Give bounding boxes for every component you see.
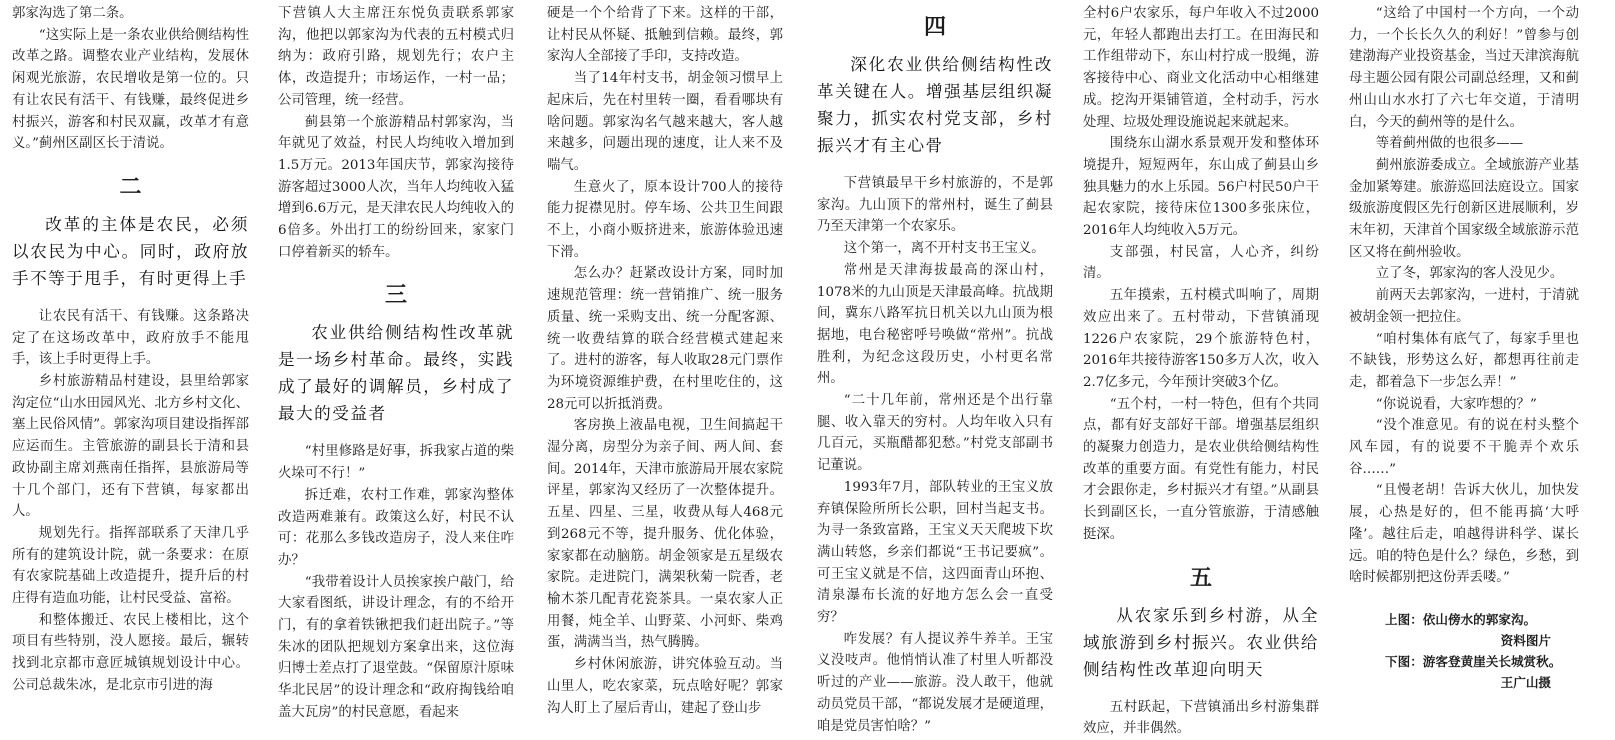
article-paragraph: 等着蓟州做的也很多—— <box>1375 136 1524 152</box>
caption-bottom-photo: 下图：游客登黄崖关长城赏秋。 <box>1385 653 1562 669</box>
article-paragraph: 硬是一个个给背了下来。这样的干部，让村民从怀疑、抵触到信赖。最终，郭家沟人全部接了手印，支持改造。 <box>547 6 783 65</box>
article-paragraph: 这个第一，离不开村支书王宝义。 <box>843 241 1045 257</box>
article-paragraph: 郭家沟选了第二条。 <box>12 6 133 21</box>
article-paragraph: 五年摸索，五村模式叫响了，周期效应出来了。五村带动，下营镇涌现1226户农家院，29个旅游特色村，2016年共接待游客150多万人次，收入2.7亿多元，今年预计突破3个亿。 <box>1083 288 1319 390</box>
section-heading: 改革的主体是农民，必须以农民为中心。同时，政府放手不等于甩手，有时更得上手 <box>12 214 249 288</box>
photo-captions <box>1349 609 1579 693</box>
article-paragraph: 全村6户农家乐，每户年收入不过2000元，年轻人都跑出去打工。在田海民和工作组带动下，东山村拧成一股绳，游客接待中心、商业文化活动中心相继建成。挖沟开渠铺管道，全村动手，污水处理、垃圾处理设施说起来就起来。 <box>1083 6 1319 130</box>
section-heading: 农业供给侧结构性改革就是一场乡村革命。最终，实践成了最好的调解员，乡村成了最大的受益者 <box>278 323 514 424</box>
article-column-5 <box>1083 3 1319 737</box>
article-paragraph: 五村跃起，下营镇涌出乡村游集群效应，并非偶然。 <box>1083 699 1319 737</box>
article-paragraph: 下营镇人大主席汪东悦负责联系郭家沟，他把以郭家沟为代表的五村模式归纳为：政府引路，规划先行；农户主体，改造提升；市场运作，一村一品；公司管理，统一经营。 <box>278 6 514 108</box>
section-number: 三 <box>384 283 407 309</box>
article-paragraph: 1993年7月，部队转业的王宝义放弃镇保险所所长公职，回村当起支书。为寻一条致富路，王宝义天天爬坡下坎满山转悠，乡亲们都说“王书记要疯”。可王宝义就是不信，这四面青山环抱、清泉瀑布长流的好地方怎么会一直受穷？ <box>817 479 1053 626</box>
section-number: 二 <box>119 174 142 200</box>
article-paragraph: 蓟州旅游委成立。全域旅游产业基金加紧筹建。旅游巡回法庭设立。国家级旅游度假区先行创新区进展顺利，岁末年初，天津首个国家级全域旅游示范区又将在蓟州验收。 <box>1349 157 1579 260</box>
article-column-4 <box>817 3 1053 734</box>
article-paragraph: 客房换上液晶电视，卫生间搞起干湿分离，房型分为亲子间、两人间、套间。2014年，天津市旅游局开展农家院评星，郭家沟又经历了一次整体提升。五星、四星、三星，收费从每人468元到268元不等，提升服务、优化体验，家家都在动脑筋。胡金领家是五星级农家院。走进院门，满架秋菊一院香，老榆木茶几配青花瓷茶具。一桌农家人正用餐，炖全羊、山野菜、小河虾、柴鸡蛋，满满当当，热气腾腾。 <box>547 418 783 651</box>
article-paragraph: 下营镇最早干乡村旅游的，不是郭家沟。九山顶下的常州村，诞生了蓟县乃至天津第一个农家乐。 <box>817 176 1053 235</box>
article-paragraph: “村里修路是好事，拆我家占道的柴火垛可不行！” <box>278 444 514 482</box>
article-paragraph: 和整体搬迁、农民上楼相比，这个项目有些特别，没人愿接。最后，辗转找到北京都市意匠城镇规划设计中心。公司总裁朱冰，是北京市引进的海 <box>12 612 249 693</box>
caption-top-photo: 上图：依山傍水的郭家沟。 <box>1385 611 1537 627</box>
article-paragraph: “五个村，一村一特色，但有个共同点，都有好支部好干部。增强基层组织的凝聚力创造力，是农业供给侧结构性改革的重要方面。有党性有能力，村民才会跟你走，乡村振兴才有望。”从副县长到副区长，一直分管旅游，于清感触挺深。 <box>1083 396 1319 542</box>
article-paragraph: 乡村旅游精品村建设，县里给郭家沟定位“山水田园风光、北方乡村文化、塞上民俗风情”。郭家沟项目建设指挥部应运而生。主管旅游的副县长于清和县政协副主席刘燕南任指挥，县旅游局等十几个部门，还有下营镇，每家都出人。 <box>12 374 249 520</box>
caption-bottom-credit: 王广山摄 <box>1500 674 1551 690</box>
article-paragraph: “我带着设计人员挨家挨户敲门，给大家看图纸，讲设计理念，有的不给开门，有的拿着铁锹把我们赶出院子。”等朱冰的团队把规划方案拿出来，这位海归博士差点打了退堂鼓。“保留原汁原味华北民居”的设计理念和“政府掏钱给咱盖大瓦房”的村民意愿，看起来 <box>278 574 514 720</box>
article-column-3 <box>547 3 783 716</box>
section-heading: 深化农业供给侧结构性改革关键在人。增强基层组织凝聚力，抓实农村党支部，乡村振兴才有主心骨 <box>817 55 1053 155</box>
article-paragraph: 蓟县第一个旅游精品村郭家沟，当年就见了效益，村民人均纯收入增加到1.5万元。2013年国庆节，郭家沟接待游客超过3000人次，当年人均纯收入猛增到6.6万元，是天津农民人均纯收入的6倍多。外出打工的纷纷回来，家家门口停着新买的轿车。 <box>278 114 514 260</box>
article-paragraph: “且慢老胡！告诉大伙儿，加快发展，心热是好的，但不能再搞‘大呼隆’。越往后走，咱越得讲科学、谋长远。咱的特色是什么？绿色，乡愁，到啥时候都别把这份弄丢喽。” <box>1349 483 1579 586</box>
article-paragraph: “你说说看，大家咋想的？” <box>1375 396 1537 412</box>
article-paragraph: 常州是天津海拔最高的深山村，1078米的九山顶是天津最高峰。抗战期间，冀东八路军抗日机关以九山顶为根据地，电台秘密呼号唤做“常州”。抗战胜利，为纪念这段历史，小村更名常州。 <box>817 262 1053 387</box>
article-paragraph: 乡村休闲旅游，讲究体验互动。当山里人，吃农家菜，玩点啥好呢？郭家沟人盯上了屋后青山，建起了登山步 <box>547 657 783 716</box>
article-paragraph: 让农民有活干、有钱赚。这条路决定了在这场改革中，政府放手不能甩手，该上手时更得上手。 <box>12 308 249 368</box>
article-paragraph: 生意火了，原本设计700人的接待能力捉襟见肘。停车场、公共卫生间跟不上，小商小贩挤进来，旅游体验迅速下滑。 <box>547 179 783 260</box>
article-paragraph: “这实际上是一条农业供给侧结构性改革之路。调整农业产业结构，发展休闲观光旅游，农民增收是第一位的。只有让农民有活干、有钱赚，最终促进乡村振兴，游客和村民双赢，改革才有意义。”蓟州区副区长于清说。 <box>12 27 249 152</box>
article-paragraph: 咋发展？有人提议养牛养羊。王宝义没吱声。他悄悄认准了村里人听都没听过的产业——旅游。没人敢干，他就动员党员干部，“都说发展才是硬道理，咱是党员害怕啥？” <box>817 631 1053 734</box>
article-paragraph: 支部强，村民富，人心齐，纠纷清。 <box>1083 244 1319 282</box>
article-paragraph: 围绕东山湖水系景观开发和整体环境提升，短短两年，东山成了蓟县山乡独具魅力的水上乐园。56户村民50户干起农家院，接待床位1300多张床位，2016年人均纯收入5万元。 <box>1083 136 1319 239</box>
article-paragraph: 规划先行。指挥部联系了天津几乎所有的建筑设计院，就一条要求：在原有农家院基础上改造提升，提升后的村庄得有造血功能，让村民受益、富裕。 <box>12 525 249 607</box>
article-column-1 <box>12 3 249 693</box>
article-paragraph: 拆迁难，农村工作难，郭家沟整体改造两难兼有。政策这么好，村民不认可：花那么多钱改造房子，没人来住咋办？ <box>278 487 514 568</box>
article-column-6 <box>1349 3 1579 690</box>
section-number: 五 <box>1189 565 1212 591</box>
article-paragraph: “没个准意见。有的说在村头整个风车园，有的说要不干脆弄个欢乐谷……” <box>1349 418 1579 477</box>
article-paragraph: 立了冬，郭家沟的客人没见少。 <box>1375 266 1564 282</box>
article-paragraph: 当了14年村支书，胡金领习惯早上起床后，先在村里转一圈，看看哪块有啥问题。郭家沟名气越来越大，客人越来越多，问题出现的速度，让人来不及喘气。 <box>547 71 783 173</box>
caption-top-credit: 资料图片 <box>1500 632 1551 648</box>
article-paragraph: 前两天去郭家沟，一进村，于清就被胡金领一把拉住。 <box>1349 288 1579 325</box>
article-paragraph: “这给了中国村一个方向，一个动力，一个长长久久的利好！”曾参与创建渤海产业投资基金，当过天津滨海航母主题公园有限公司副总经理，又和蓟州山山水水打了六七年交道，于清明白，今天的蓟州等的是什么。 <box>1349 6 1579 130</box>
section-number: 四 <box>923 15 946 40</box>
article-paragraph: 怎么办？赶紧改设计方案，同时加速规范管理：统一营销推广、统一服务质量、统一采购支出、统一分配客源、统一收费结算的联合经营模式建起来了。进村的游客，每人收取28元门票作为环境资源维护费，在村里吃住的，这28元可以折抵消费。 <box>547 266 783 412</box>
article-column-2 <box>278 3 514 720</box>
article-paragraph: “二十几年前，常州还是个出行靠腿、收入靠天的穷村。人均年收入只有几百元，买瓶醋都犯愁。”村党支部副书记董说。 <box>817 393 1053 474</box>
column-6-body <box>1349 3 1579 589</box>
section-heading: 从农家乐到乡村游，从全域旅游到乡村振兴。农业供给侧结构性改革迎向明天 <box>1083 605 1319 679</box>
article-paragraph: “咱村集体有底气了，每家手里也不缺钱，形势这么好，都想再往前走走，都着急下一步怎么弄！” <box>1349 331 1579 390</box>
